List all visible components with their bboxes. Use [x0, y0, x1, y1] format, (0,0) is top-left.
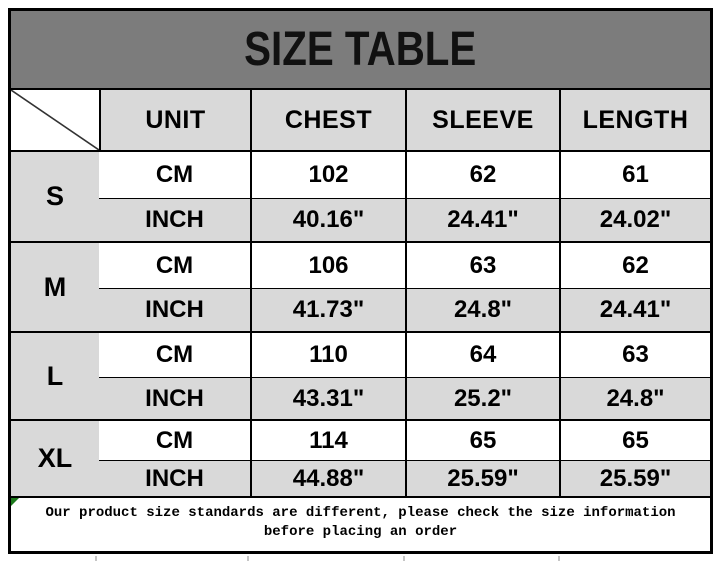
footer-note-text: Our product size standards are different, please check the size information before placing an order	[45, 504, 676, 540]
size-block-l	[11, 333, 710, 421]
cell-chest: 102	[250, 152, 405, 198]
cell-sleeve: 65	[405, 421, 559, 460]
table-row-cm	[99, 421, 710, 460]
cell-unit: CM	[155, 341, 194, 368]
cell-chest: 40.16"	[250, 199, 405, 241]
table-row-cm	[99, 333, 710, 377]
cell-length: 65	[559, 421, 710, 460]
diagonal-line-icon	[11, 90, 99, 150]
cell-length: 24.8"	[559, 378, 710, 419]
gridline-tick	[95, 556, 97, 561]
gridline-ticks	[8, 556, 713, 561]
cell-unit: INCH	[145, 296, 204, 323]
cell-length: 61	[559, 152, 710, 198]
table-title: SIZE TABLE	[244, 23, 477, 76]
column-header-length: LENGTH	[559, 90, 710, 150]
size-label: L	[11, 333, 99, 419]
gridline-tick	[403, 556, 405, 561]
cell-length: 63	[559, 333, 710, 377]
cell-unit: CM	[155, 251, 194, 279]
size-block-rows	[99, 421, 710, 496]
cell-unit: CM	[155, 161, 194, 188]
table-row-inch	[99, 198, 710, 241]
cell-chest: 44.88"	[250, 461, 405, 496]
size-block-xl	[11, 421, 710, 498]
column-header-row	[11, 90, 710, 152]
gridline-tick	[558, 556, 560, 561]
cell-length: 62	[559, 243, 710, 288]
size-label: XL	[11, 421, 99, 496]
cell-unit: INCH	[145, 384, 204, 412]
table-row-inch	[99, 377, 710, 419]
size-table	[8, 8, 713, 554]
cell-sleeve: 63	[405, 243, 559, 288]
cell-length: 25.59"	[559, 461, 710, 496]
cell-chest: 106	[250, 243, 405, 288]
cell-length: 24.02"	[559, 199, 710, 241]
cell-chest: 41.73"	[250, 289, 405, 331]
table-row-inch	[99, 288, 710, 331]
footer-note-row	[11, 498, 710, 551]
size-block-rows	[99, 152, 710, 241]
cell-sleeve: 24.8"	[405, 289, 559, 331]
size-block-s	[11, 152, 710, 243]
size-block-rows	[99, 333, 710, 419]
size-block-rows	[99, 243, 710, 331]
cell-length: 24.41"	[559, 289, 710, 331]
table-title-bar	[11, 11, 710, 90]
cell-chest: 110	[250, 333, 405, 377]
table-row-cm	[99, 152, 710, 198]
cell-chest: 43.31"	[250, 378, 405, 419]
size-label: M	[11, 243, 99, 331]
cell-sleeve: 64	[405, 333, 559, 377]
table-row-cm	[99, 243, 710, 288]
column-header-sleeve: SLEEVE	[405, 90, 559, 150]
cell-unit: INCH	[145, 464, 204, 492]
table-row-inch	[99, 460, 710, 496]
column-header-chest: CHEST	[250, 90, 405, 150]
comment-marker-icon	[11, 498, 19, 506]
cell-sleeve: 25.2"	[405, 378, 559, 419]
size-block-m	[11, 243, 710, 333]
cell-unit: CM	[155, 426, 194, 454]
cell-sleeve: 25.59"	[405, 461, 559, 496]
size-label: S	[11, 152, 99, 241]
cell-sleeve: 24.41"	[405, 199, 559, 241]
gridline-tick	[247, 556, 249, 561]
cell-chest: 114	[250, 421, 405, 460]
cell-unit: INCH	[145, 206, 204, 233]
cell-sleeve: 62	[405, 152, 559, 198]
column-header-unit: UNIT	[99, 90, 250, 150]
diagonal-corner-cell	[11, 90, 99, 150]
